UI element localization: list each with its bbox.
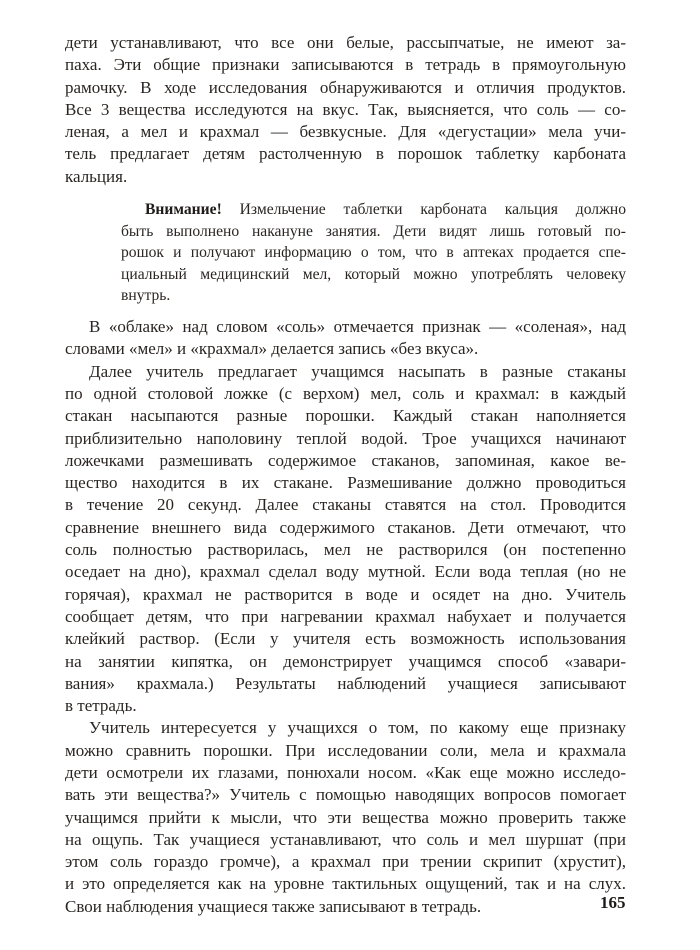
text-line: внутрь. — [121, 287, 171, 305]
text-line: словами «мел» и «крахмал» делается запись «без вкуса». — [65, 339, 479, 359]
text-line: кальция. — [65, 166, 128, 186]
text-line: Все 3 вещества исследуются на вкус. Так, выясняется, что соль — со- — [65, 99, 626, 119]
text-line: по одной столовой ложке (с верхом) мел, соль и крахмал: в каждый — [65, 383, 626, 403]
text-line: рошок и получают информацию о том, что в аптеках продается спе- — [121, 244, 626, 262]
text-line: циальный медицинский мел, который можно употреблять человеку — [121, 265, 626, 283]
text-line: щество находится в их стакане. Размешивание должно проводиться — [65, 473, 626, 493]
paragraph-experiment — [65, 361, 626, 718]
text-line: на занятии кипятка, он демонстрирует учащимся способ «завари- — [65, 651, 626, 671]
text-line: Свои наблюдения учащиеся также записывают в тетрадь. — [65, 896, 482, 916]
paragraph-properties — [65, 32, 626, 188]
text-line: Далее учитель предлагает учащимся насыпать в разные стаканы — [89, 361, 626, 381]
text-line: горячая), крахмал не растворится в воде и осядет на дно. Учитель — [65, 584, 626, 604]
text-line: и это определяется как на уровне тактильных ощущений, так и на слух. — [65, 874, 626, 894]
text-line: в течение 20 секунд. Далее стаканы ставятся на стол. Проводится — [65, 495, 626, 515]
text-line: стакан насыпаются разные порошки. Каждый стакан наполняется — [65, 406, 626, 426]
text-line: сравнение внешнего вида содержимого стаканов. Дети отмечают, что — [65, 517, 626, 537]
paragraph-touch — [65, 717, 626, 918]
text-line: можно сравнить порошки. При исследовании соли, мела и крахмала — [65, 740, 626, 760]
text-line: соль полностью растворилась, мел не растворился (он постепенно — [65, 540, 626, 560]
text-line: Учитель интересуется у учащихся о том, по какому еще признаку — [89, 718, 626, 738]
text-line: вания» крахмала.) Результаты наблюдений учащиеся записывают — [65, 673, 626, 693]
attention-note — [121, 199, 626, 307]
text-line: учащимся прийти к мысли, что эти вещества можно проверить также — [65, 807, 626, 827]
text-line: дети осмотрели их глазами, понюхали носом. «Как еще можно исследо- — [65, 762, 626, 782]
note-first-line — [121, 199, 626, 221]
text-line: быть выполнено накануне занятия. Дети видят лишь готовый по- — [121, 222, 626, 240]
text-line: оседает на дно), крахмал сделал воду мутной. Если вода теплая (но не — [65, 562, 626, 582]
text-line: леная, а мел и крахмал — безвкусные. Для «дегустации» мела учи- — [65, 122, 626, 142]
text-line: клейкий раствор. (Если у учителя есть возможность использования — [65, 629, 626, 649]
text-line: вать эти вещества?» Учитель с помощью наводящих вопросов помогает — [65, 785, 626, 805]
text-line: ложечками размешивать содержимое стаканов, запоминая, какое ве- — [65, 450, 626, 470]
text-line: рамочку. В ходе исследования обнаруживаются и отличия продуктов. — [65, 77, 626, 97]
text-line: В «облаке» над словом «соль» отмечается признак — «соленая», над — [89, 317, 626, 337]
text-line: приблизительно наполовину теплой водой. Трое учащихся начинают — [65, 428, 626, 448]
text-line: сообщает детям, что при нагревании крахмал набухает и получается — [65, 606, 626, 626]
paragraph-cloud — [65, 316, 626, 361]
text-line: дети устанавливают, что все они белые, рассыпчатые, не имеют за- — [65, 33, 626, 52]
text-line: этом соль гораздо громче), а крахмал при трении скрипит (хрустит), — [65, 852, 626, 872]
page-number: 165 — [600, 893, 626, 912]
note-label: Внимание! — [145, 201, 222, 219]
text-line: паха. Эти общие признаки записываются в тетрадь в прямоугольную — [65, 55, 626, 75]
text-line: в тетрадь. — [65, 696, 137, 716]
text-line: на ощупь. Так учащиеся устанавливают, что соль и мел шуршат (при — [65, 829, 626, 849]
text-line: тель предлагает детям растолченную в порошок таблетку карбоната — [65, 144, 626, 164]
page-body — [65, 32, 626, 918]
note-text: Измельчение таблетки карбоната кальция должно — [221, 201, 626, 219]
